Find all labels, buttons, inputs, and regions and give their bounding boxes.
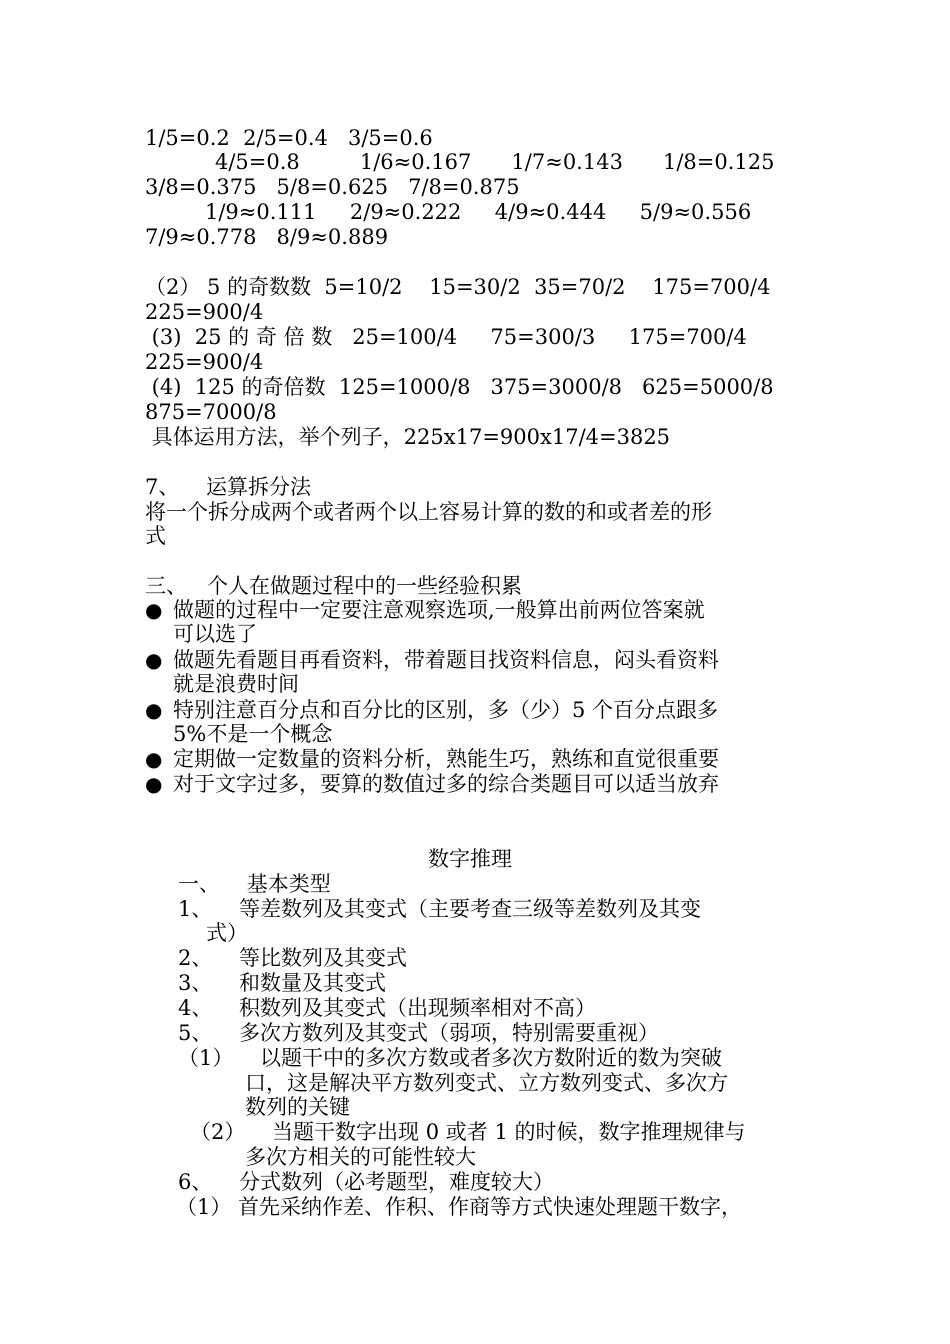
odd-multiple-item-3: (3) 25 的 奇 倍 数 25=100/4 75=300/3 175=700/4 (145, 325, 747, 349)
odd-multiple-item-2-cont: 225=900/4 (145, 300, 264, 324)
bullet-2-text: 做题先看题目再看资料，带着题目找资料信息，闷头看资料 (173, 648, 719, 672)
bullet-4-text: 定期做一定数量的资料分析，熟能生巧，熟练和直觉很重要 (173, 747, 719, 771)
type-5-sub-1-cont-2: 数列的关键 (245, 1095, 350, 1119)
bullet-dot-5: ● (145, 772, 163, 796)
type-5-sub-2-cont: 多次方相关的可能性较大 (245, 1145, 476, 1169)
type-5-sub-1-cont: 口，这是解决平方数列变式、立方数列变式、多次方 (245, 1071, 728, 1095)
type-5-sub-2: （2） 当题干数字出现 0 或者 1 的时候，数字推理规律与 (190, 1120, 746, 1144)
fraction-line-4: 1/9≈0.111 2/9≈0.222 4/9≈0.444 5/9≈0.556 (205, 200, 752, 224)
bullet-dot-4: ● (145, 747, 163, 771)
type-2: 2、 等比数列及其变式 (178, 946, 408, 970)
odd-multiple-item-2: （2） 5 的奇数数 5=10/2 15=30/2 35=70/2 175=700/4 (145, 275, 771, 299)
section-7-text: 将一个拆分成两个或者两个以上容易计算的数的和或者差的形 (145, 500, 712, 524)
section-3-heading: 三、 个人在做题过程中的一些经验积累 (145, 574, 523, 598)
example-line: 具体运用方法，举个列子，225x17=900x17/4=3825 (145, 425, 671, 449)
fraction-line-3: 3/8=0.375 5/8=0.625 7/8=0.875 (145, 175, 520, 199)
type-6-sub-1: （1） 首先采纳作差、作积、作商等方式快速处理题干数字， (176, 1195, 743, 1219)
bullet-3-text-cont: 5%不是一个概念 (173, 722, 333, 746)
bullet-1-text: 做题的过程中一定要注意观察选项,一般算出前两位答案就 (173, 598, 705, 622)
bullet-5-text: 对于文字过多，要算的数值过多的综合类题目可以适当放弃 (173, 772, 719, 796)
type-1: 1、 等差数列及其变式（主要考查三级等差数列及其变 (178, 897, 702, 921)
bullet-3-text: 特别注意百分点和百分比的区别，多（少）5 个百分点跟多 (173, 698, 719, 722)
bullet-dot-2: ● (145, 648, 163, 672)
type-4: 4、 积数列及其变式（出现频率相对不高） (178, 996, 597, 1020)
bullet-2-text-cont: 就是浪费时间 (173, 672, 299, 696)
odd-multiple-item-4-cont: 875=7000/8 (145, 400, 277, 424)
bullet-dot-3: ● (145, 698, 163, 722)
odd-multiple-item-3-cont: 225=900/4 (145, 350, 264, 374)
section-7-heading: 7、 运算拆分法 (145, 475, 312, 499)
fraction-line-5: 7/9≈0.778 8/9≈0.889 (145, 225, 389, 249)
bullet-1-text-cont: 可以选了 (173, 622, 257, 646)
section-7-text-cont: 式 (145, 524, 166, 548)
subsection-heading: 一、 基本类型 (178, 872, 331, 896)
fraction-line-2: 4/5=0.8 1/6≈0.167 1/7≈0.143 1/8=0.125 (215, 150, 775, 174)
section-title: 数字推理 (428, 847, 512, 871)
type-5: 5、 多次方数列及其变式（弱项，特别需要重视） (178, 1021, 660, 1045)
type-1-cont: 式） (206, 921, 248, 945)
type-3: 3、 和数量及其变式 (178, 971, 387, 995)
bullet-dot-1: ● (145, 598, 163, 622)
type-5-sub-1: （1） 以题干中的多次方数或者多次方数附近的数为突破 (178, 1046, 723, 1070)
odd-multiple-item-4: (4) 125 的奇倍数 125=1000/8 375=3000/8 625=5000/8 (145, 375, 774, 399)
fraction-line-1: 1/5=0.2 2/5=0.4 3/5=0.6 (145, 126, 433, 150)
type-6: 6、 分式数列（必考题型，难度较大） (178, 1170, 555, 1194)
